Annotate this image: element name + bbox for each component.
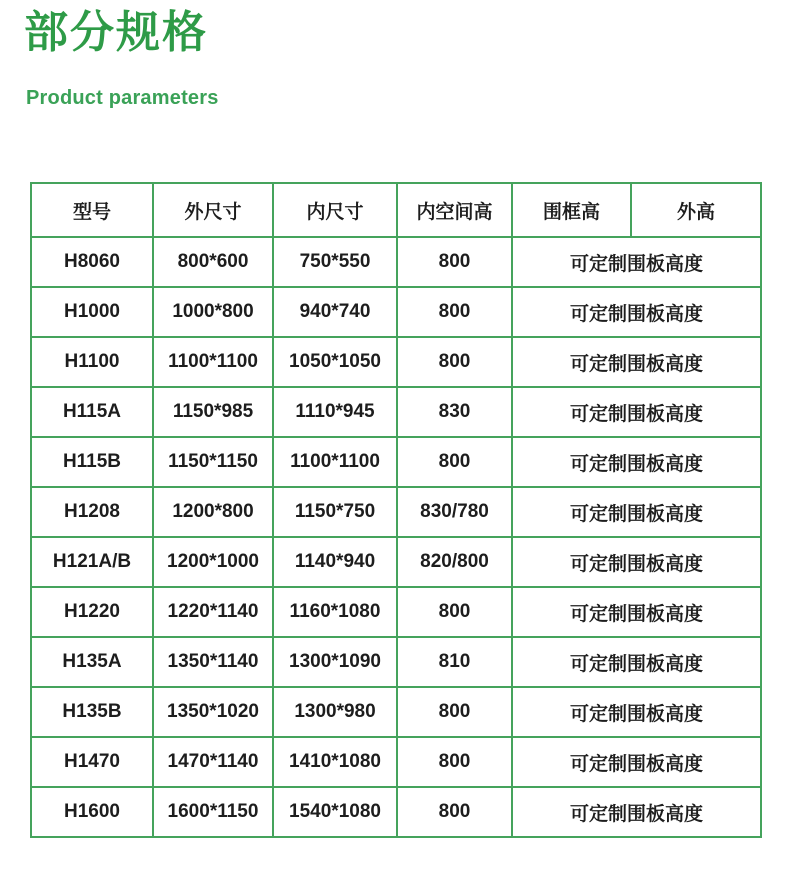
cell-inner-size: 1300*980 xyxy=(273,687,397,737)
table-row xyxy=(31,537,761,587)
cell-inner-space-height: 800 xyxy=(397,787,512,837)
cell-outer-size: 1350*1140 xyxy=(153,637,273,687)
cell-inner-space-height: 800 xyxy=(397,737,512,787)
cell-outer-size: 1150*985 xyxy=(153,387,273,437)
cell-model: H1100 xyxy=(31,337,153,387)
spec-table xyxy=(30,182,762,838)
cell-inner-space-height: 810 xyxy=(397,637,512,687)
cell-inner-size: 1110*945 xyxy=(273,387,397,437)
cell-inner-space-height: 800 xyxy=(397,337,512,387)
cell-model: H1470 xyxy=(31,737,153,787)
cell-model: H121A/B xyxy=(31,537,153,587)
cell-inner-space-height: 830 xyxy=(397,387,512,437)
cell-customizable-note: 可定制围板高度 xyxy=(512,787,761,837)
cell-model: H8060 xyxy=(31,237,153,287)
cell-customizable-note: 可定制围板高度 xyxy=(512,737,761,787)
column-header-outer-height: 外高 xyxy=(631,183,761,237)
column-header-model: 型号 xyxy=(31,183,153,237)
cell-inner-size: 1050*1050 xyxy=(273,337,397,387)
cell-model: H135B xyxy=(31,687,153,737)
column-header-outer-size: 外尺寸 xyxy=(153,183,273,237)
page-title-cn: 部分规格 xyxy=(24,8,208,57)
cell-model: H1600 xyxy=(31,787,153,837)
table-row xyxy=(31,437,761,487)
cell-outer-size: 800*600 xyxy=(153,237,273,287)
column-header-inner-size: 内尺寸 xyxy=(273,183,397,237)
cell-inner-size: 1150*750 xyxy=(273,487,397,537)
cell-inner-size: 940*740 xyxy=(273,287,397,337)
cell-inner-space-height: 800 xyxy=(397,287,512,337)
cell-inner-size: 1300*1090 xyxy=(273,637,397,687)
cell-inner-size: 1100*1100 xyxy=(273,437,397,487)
cell-outer-size: 1000*800 xyxy=(153,287,273,337)
cell-outer-size: 1150*1150 xyxy=(153,437,273,487)
cell-customizable-note: 可定制围板高度 xyxy=(512,687,761,737)
table-header xyxy=(31,183,761,237)
cell-model: H115A xyxy=(31,387,153,437)
cell-customizable-note: 可定制围板高度 xyxy=(512,287,761,337)
table-row xyxy=(31,337,761,387)
cell-model: H1000 xyxy=(31,287,153,337)
cell-customizable-note: 可定制围板高度 xyxy=(512,487,761,537)
cell-inner-space-height: 800 xyxy=(397,587,512,637)
cell-model: H115B xyxy=(31,437,153,487)
cell-customizable-note: 可定制围板高度 xyxy=(512,237,761,287)
cell-outer-size: 1350*1020 xyxy=(153,687,273,737)
cell-inner-size: 1160*1080 xyxy=(273,587,397,637)
cell-inner-size: 1410*1080 xyxy=(273,737,397,787)
cell-inner-space-height: 820/800 xyxy=(397,537,512,587)
cell-customizable-note: 可定制围板高度 xyxy=(512,437,761,487)
table-header-row xyxy=(31,183,761,237)
cell-customizable-note: 可定制围板高度 xyxy=(512,537,761,587)
cell-inner-size: 1140*940 xyxy=(273,537,397,587)
cell-inner-size: 1540*1080 xyxy=(273,787,397,837)
cell-outer-size: 1100*1100 xyxy=(153,337,273,387)
cell-model: H1220 xyxy=(31,587,153,637)
cell-customizable-note: 可定制围板高度 xyxy=(512,637,761,687)
table-row xyxy=(31,287,761,337)
page-title-en: Product parameters xyxy=(26,87,219,109)
table-row xyxy=(31,487,761,537)
cell-inner-space-height: 830/780 xyxy=(397,487,512,537)
cell-inner-size: 750*550 xyxy=(273,237,397,287)
table-body xyxy=(31,237,761,837)
table-row xyxy=(31,237,761,287)
cell-outer-size: 1200*800 xyxy=(153,487,273,537)
spec-table-container xyxy=(30,182,760,838)
cell-model: H1208 xyxy=(31,487,153,537)
cell-inner-space-height: 800 xyxy=(397,437,512,487)
cell-outer-size: 1220*1140 xyxy=(153,587,273,637)
cell-outer-size: 1470*1140 xyxy=(153,737,273,787)
table-row xyxy=(31,737,761,787)
cell-outer-size: 1200*1000 xyxy=(153,537,273,587)
cell-model: H135A xyxy=(31,637,153,687)
cell-inner-space-height: 800 xyxy=(397,237,512,287)
column-header-inner-space-height: 内空间高 xyxy=(397,183,512,237)
table-row xyxy=(31,587,761,637)
cell-customizable-note: 可定制围板高度 xyxy=(512,587,761,637)
table-row xyxy=(31,387,761,437)
table-row xyxy=(31,637,761,687)
cell-outer-size: 1600*1150 xyxy=(153,787,273,837)
cell-customizable-note: 可定制围板高度 xyxy=(512,387,761,437)
cell-customizable-note: 可定制围板高度 xyxy=(512,337,761,387)
table-row xyxy=(31,687,761,737)
column-header-frame-height: 围框高 xyxy=(512,183,631,237)
table-row xyxy=(31,787,761,837)
cell-inner-space-height: 800 xyxy=(397,687,512,737)
